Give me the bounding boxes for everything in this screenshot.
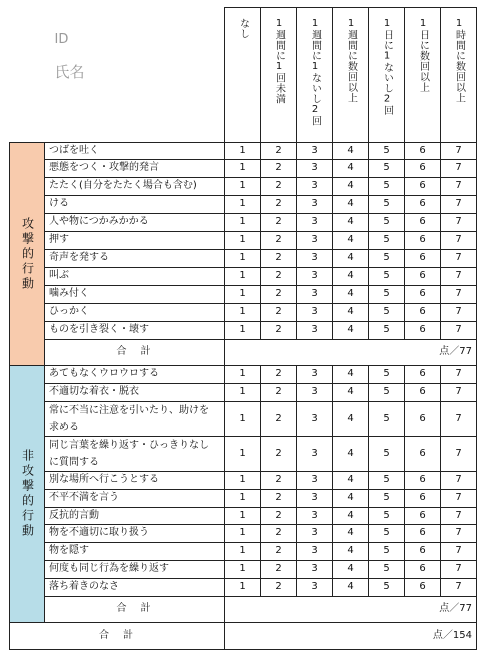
score-option[interactable]: 1 [225,214,261,232]
score-option[interactable]: 5 [369,160,405,178]
score-option[interactable]: 1 [225,437,261,472]
score-option[interactable]: 3 [297,543,333,561]
col-header-label: 1時間に数回以上 [453,18,465,103]
score-option[interactable]: 4 [333,143,369,160]
score-option[interactable]: 4 [333,322,369,340]
score-option[interactable]: 3 [297,268,333,286]
score-option[interactable]: 5 [369,402,405,437]
score-option[interactable]: 4 [333,160,369,178]
score-option[interactable]: 5 [369,561,405,579]
id-name-area [10,8,225,143]
grand-total-value: 点／154 [225,623,477,650]
behavior-item-label: 悪態をつく・攻撃的発言 [45,160,225,178]
score-option[interactable]: 3 [297,143,333,160]
table-row [10,525,477,543]
score-option[interactable]: 7 [441,160,477,178]
score-option[interactable]: 7 [441,525,477,543]
score-option[interactable]: 3 [297,437,333,472]
score-option[interactable]: 4 [333,561,369,579]
score-option[interactable]: 1 [225,160,261,178]
score-option[interactable]: 5 [369,178,405,196]
table-row [10,543,477,561]
behavior-item-label: ものを引き裂く・壊す [45,322,225,340]
category-cell [10,366,45,623]
table-row [10,472,477,490]
score-option[interactable]: 6 [405,508,441,525]
score-option[interactable]: 4 [333,366,369,384]
score-option[interactable]: 4 [333,384,369,402]
score-option[interactable]: 4 [333,304,369,322]
score-option[interactable]: 5 [369,384,405,402]
col-header [441,8,477,143]
table-row [10,268,477,286]
section-total-label: 合 計 [45,597,225,623]
score-option[interactable]: 7 [441,286,477,304]
score-option[interactable]: 3 [297,402,333,437]
table-row [10,232,477,250]
score-option[interactable]: 1 [225,196,261,214]
score-option[interactable]: 4 [333,402,369,437]
score-option[interactable]: 3 [297,232,333,250]
behavior-item-label: 不平不満を言う [45,490,225,508]
score-option[interactable]: 1 [225,178,261,196]
score-option[interactable]: 1 [225,322,261,340]
behavior-item-label: 噛み付く [45,286,225,304]
score-option[interactable]: 6 [405,366,441,384]
score-option[interactable]: 3 [297,250,333,268]
behavior-item-label: あてもなくウロウロする [45,366,225,384]
score-option[interactable]: 5 [369,196,405,214]
score-option[interactable]: 5 [369,490,405,508]
score-option[interactable]: 6 [405,178,441,196]
score-option[interactable]: 6 [405,160,441,178]
score-option[interactable]: 4 [333,437,369,472]
score-option[interactable]: 1 [225,490,261,508]
grand-total-row [10,623,477,650]
cmai-form [9,7,476,644]
score-option[interactable]: 5 [369,472,405,490]
score-option[interactable]: 5 [369,437,405,472]
score-option[interactable]: 4 [333,579,369,597]
score-option[interactable]: 7 [441,196,477,214]
score-option[interactable]: 2 [261,143,297,160]
section-total-row [10,597,477,623]
score-option[interactable]: 1 [225,286,261,304]
score-option[interactable]: 6 [405,322,441,340]
col-header [297,8,333,143]
col-header [333,8,369,143]
score-option[interactable]: 2 [261,366,297,384]
table-row [10,196,477,214]
score-option[interactable]: 3 [297,508,333,525]
score-option[interactable]: 2 [261,490,297,508]
score-option[interactable]: 4 [333,490,369,508]
score-option[interactable]: 2 [261,286,297,304]
score-option[interactable]: 7 [441,322,477,340]
score-option[interactable]: 7 [441,508,477,525]
score-option[interactable]: 6 [405,543,441,561]
score-option[interactable]: 2 [261,437,297,472]
score-option[interactable]: 5 [369,543,405,561]
behavior-item-label: 物を隠す [45,543,225,561]
score-option[interactable]: 5 [369,579,405,597]
score-option[interactable]: 5 [369,268,405,286]
score-option[interactable]: 5 [369,366,405,384]
score-option[interactable]: 7 [441,232,477,250]
score-option[interactable]: 4 [333,543,369,561]
score-option[interactable]: 4 [333,178,369,196]
score-option[interactable]: 3 [297,196,333,214]
col-header-label: 1日に数回以上 [417,18,429,93]
behavior-item-label: ひっかく [45,304,225,322]
behavior-item-label: 反抗的言動 [45,508,225,525]
score-option[interactable]: 7 [441,250,477,268]
score-option[interactable]: 7 [441,268,477,286]
table-row [10,508,477,525]
score-option[interactable]: 3 [297,160,333,178]
behavior-item-label: 奇声を発する [45,250,225,268]
score-option[interactable]: 2 [261,196,297,214]
score-option[interactable]: 7 [441,561,477,579]
score-option[interactable]: 6 [405,286,441,304]
score-option[interactable]: 5 [369,232,405,250]
score-option[interactable]: 1 [225,366,261,384]
score-option[interactable]: 3 [297,304,333,322]
score-option[interactable]: 6 [405,402,441,437]
behavior-item-label: 別な場所へ行こうとする [45,472,225,490]
behavior-item-label: 押す [45,232,225,250]
score-option[interactable]: 3 [297,490,333,508]
score-option[interactable]: 4 [333,286,369,304]
score-option[interactable]: 2 [261,304,297,322]
col-header [369,8,405,143]
score-option[interactable]: 3 [297,366,333,384]
section-total-row [10,340,477,366]
behavior-rating-table [9,7,477,650]
score-option[interactable]: 6 [405,437,441,472]
col-header-label: 1日に1ないし2回 [381,18,393,116]
score-option[interactable]: 7 [441,437,477,472]
col-header [261,8,297,143]
score-option[interactable]: 2 [261,232,297,250]
table-row [10,178,477,196]
category-label: 攻撃的行動 [20,216,35,292]
score-option[interactable]: 5 [369,525,405,543]
table-row [10,402,477,437]
score-option[interactable]: 7 [441,384,477,402]
score-option[interactable]: 7 [441,178,477,196]
score-option[interactable]: 3 [297,579,333,597]
score-option[interactable]: 5 [369,508,405,525]
score-option[interactable]: 1 [225,250,261,268]
score-option[interactable]: 4 [333,232,369,250]
score-option[interactable]: 2 [261,384,297,402]
col-header-label: 1週間に数回以上 [345,18,357,103]
score-option[interactable]: 6 [405,304,441,322]
table-row [10,384,477,402]
score-option[interactable]: 2 [261,322,297,340]
table-row [10,286,477,304]
score-option[interactable]: 6 [405,232,441,250]
table-row [10,214,477,232]
score-option[interactable]: 6 [405,384,441,402]
score-option[interactable]: 7 [441,366,477,384]
score-option[interactable]: 1 [225,472,261,490]
score-option[interactable]: 3 [297,472,333,490]
col-header-label: 1週間に1ないし2回 [309,18,321,126]
score-option[interactable]: 1 [225,579,261,597]
score-option[interactable]: 2 [261,214,297,232]
score-option[interactable]: 2 [261,561,297,579]
table-row [10,160,477,178]
score-option[interactable]: 2 [261,525,297,543]
score-option[interactable]: 3 [297,322,333,340]
behavior-item-label: つばを吐く [45,143,225,160]
table-row [10,437,477,472]
score-option[interactable]: 1 [225,232,261,250]
behavior-item-label: 何度も同じ行為を繰り返す [45,561,225,579]
score-option[interactable]: 4 [333,196,369,214]
score-option[interactable]: 1 [225,268,261,286]
score-option[interactable]: 3 [297,178,333,196]
score-option[interactable]: 3 [297,286,333,304]
score-option[interactable]: 7 [441,214,477,232]
behavior-item-label: 人や物につかみかかる [45,214,225,232]
score-option[interactable]: 3 [297,525,333,543]
score-option[interactable]: 4 [333,268,369,286]
score-option[interactable]: 2 [261,160,297,178]
score-option[interactable]: 2 [261,268,297,286]
col-header-label: なし [237,18,249,39]
behavior-item-label: 物を不適切に取り扱う [45,525,225,543]
score-option[interactable]: 6 [405,525,441,543]
table-row [10,250,477,268]
score-option[interactable]: 2 [261,579,297,597]
score-option[interactable]: 1 [225,508,261,525]
score-option[interactable]: 7 [441,143,477,160]
behavior-item-label: 常に不当に注意を引いたり、助けを求める [45,402,225,437]
score-option[interactable]: 1 [225,543,261,561]
score-option[interactable]: 5 [369,286,405,304]
table-row [10,490,477,508]
score-option[interactable]: 2 [261,543,297,561]
col-header [225,8,261,143]
score-option[interactable]: 3 [297,384,333,402]
table-row [10,561,477,579]
score-option[interactable]: 6 [405,490,441,508]
score-option[interactable]: 2 [261,508,297,525]
score-option[interactable]: 4 [333,508,369,525]
category-label: 非攻撃的行動 [20,449,35,539]
score-option[interactable]: 5 [369,304,405,322]
score-option[interactable]: 2 [261,402,297,437]
score-option[interactable]: 5 [369,250,405,268]
score-option[interactable]: 4 [333,214,369,232]
score-option[interactable]: 1 [225,561,261,579]
id-label: ID [54,31,69,47]
score-option[interactable]: 7 [441,472,477,490]
score-option[interactable]: 5 [369,322,405,340]
score-option[interactable]: 1 [225,402,261,437]
score-option[interactable]: 4 [333,472,369,490]
score-option[interactable]: 3 [297,214,333,232]
score-option[interactable]: 7 [441,579,477,597]
score-option[interactable]: 4 [333,525,369,543]
score-option[interactable]: 6 [405,214,441,232]
table-row [10,143,477,160]
score-option[interactable]: 7 [441,490,477,508]
score-option[interactable]: 1 [225,143,261,160]
section-total-value: 点／77 [225,597,477,623]
score-option[interactable]: 6 [405,561,441,579]
score-option[interactable]: 3 [297,561,333,579]
score-option[interactable]: 6 [405,472,441,490]
grand-total-label: 合 計 [10,623,225,650]
name-label: 氏名 [54,62,85,81]
table-row [10,304,477,322]
score-option[interactable]: 7 [441,543,477,561]
score-option[interactable]: 7 [441,402,477,437]
score-option[interactable]: 6 [405,268,441,286]
score-option[interactable]: 5 [369,143,405,160]
score-option[interactable]: 7 [441,304,477,322]
col-header [405,8,441,143]
table-row [10,579,477,597]
score-option[interactable]: 1 [225,304,261,322]
score-option[interactable]: 1 [225,384,261,402]
table-row [10,322,477,340]
header-row [10,8,477,143]
behavior-item-label: たたく(自分をたたく場合も含む) [45,178,225,196]
score-option[interactable]: 2 [261,472,297,490]
table-row [10,366,477,384]
score-option[interactable]: 6 [405,196,441,214]
behavior-item-label: 叫ぶ [45,268,225,286]
behavior-item-label: 落ち着きのなさ [45,579,225,597]
section-total-label: 合 計 [45,340,225,366]
score-option[interactable]: 2 [261,178,297,196]
behavior-item-label: 不適切な着衣・脱衣 [45,384,225,402]
score-option[interactable]: 4 [333,250,369,268]
score-option[interactable]: 6 [405,579,441,597]
col-header-label: 1週間に1回未満 [273,18,285,104]
section-total-value: 点／77 [225,340,477,366]
score-option[interactable]: 5 [369,214,405,232]
score-option[interactable]: 6 [405,143,441,160]
behavior-item-label: 同じ言葉を繰り返す・ひっきりなしに質問する [45,437,225,472]
category-cell [10,143,45,366]
score-option[interactable]: 6 [405,250,441,268]
behavior-item-label: ける [45,196,225,214]
score-option[interactable]: 1 [225,525,261,543]
score-option[interactable]: 2 [261,250,297,268]
